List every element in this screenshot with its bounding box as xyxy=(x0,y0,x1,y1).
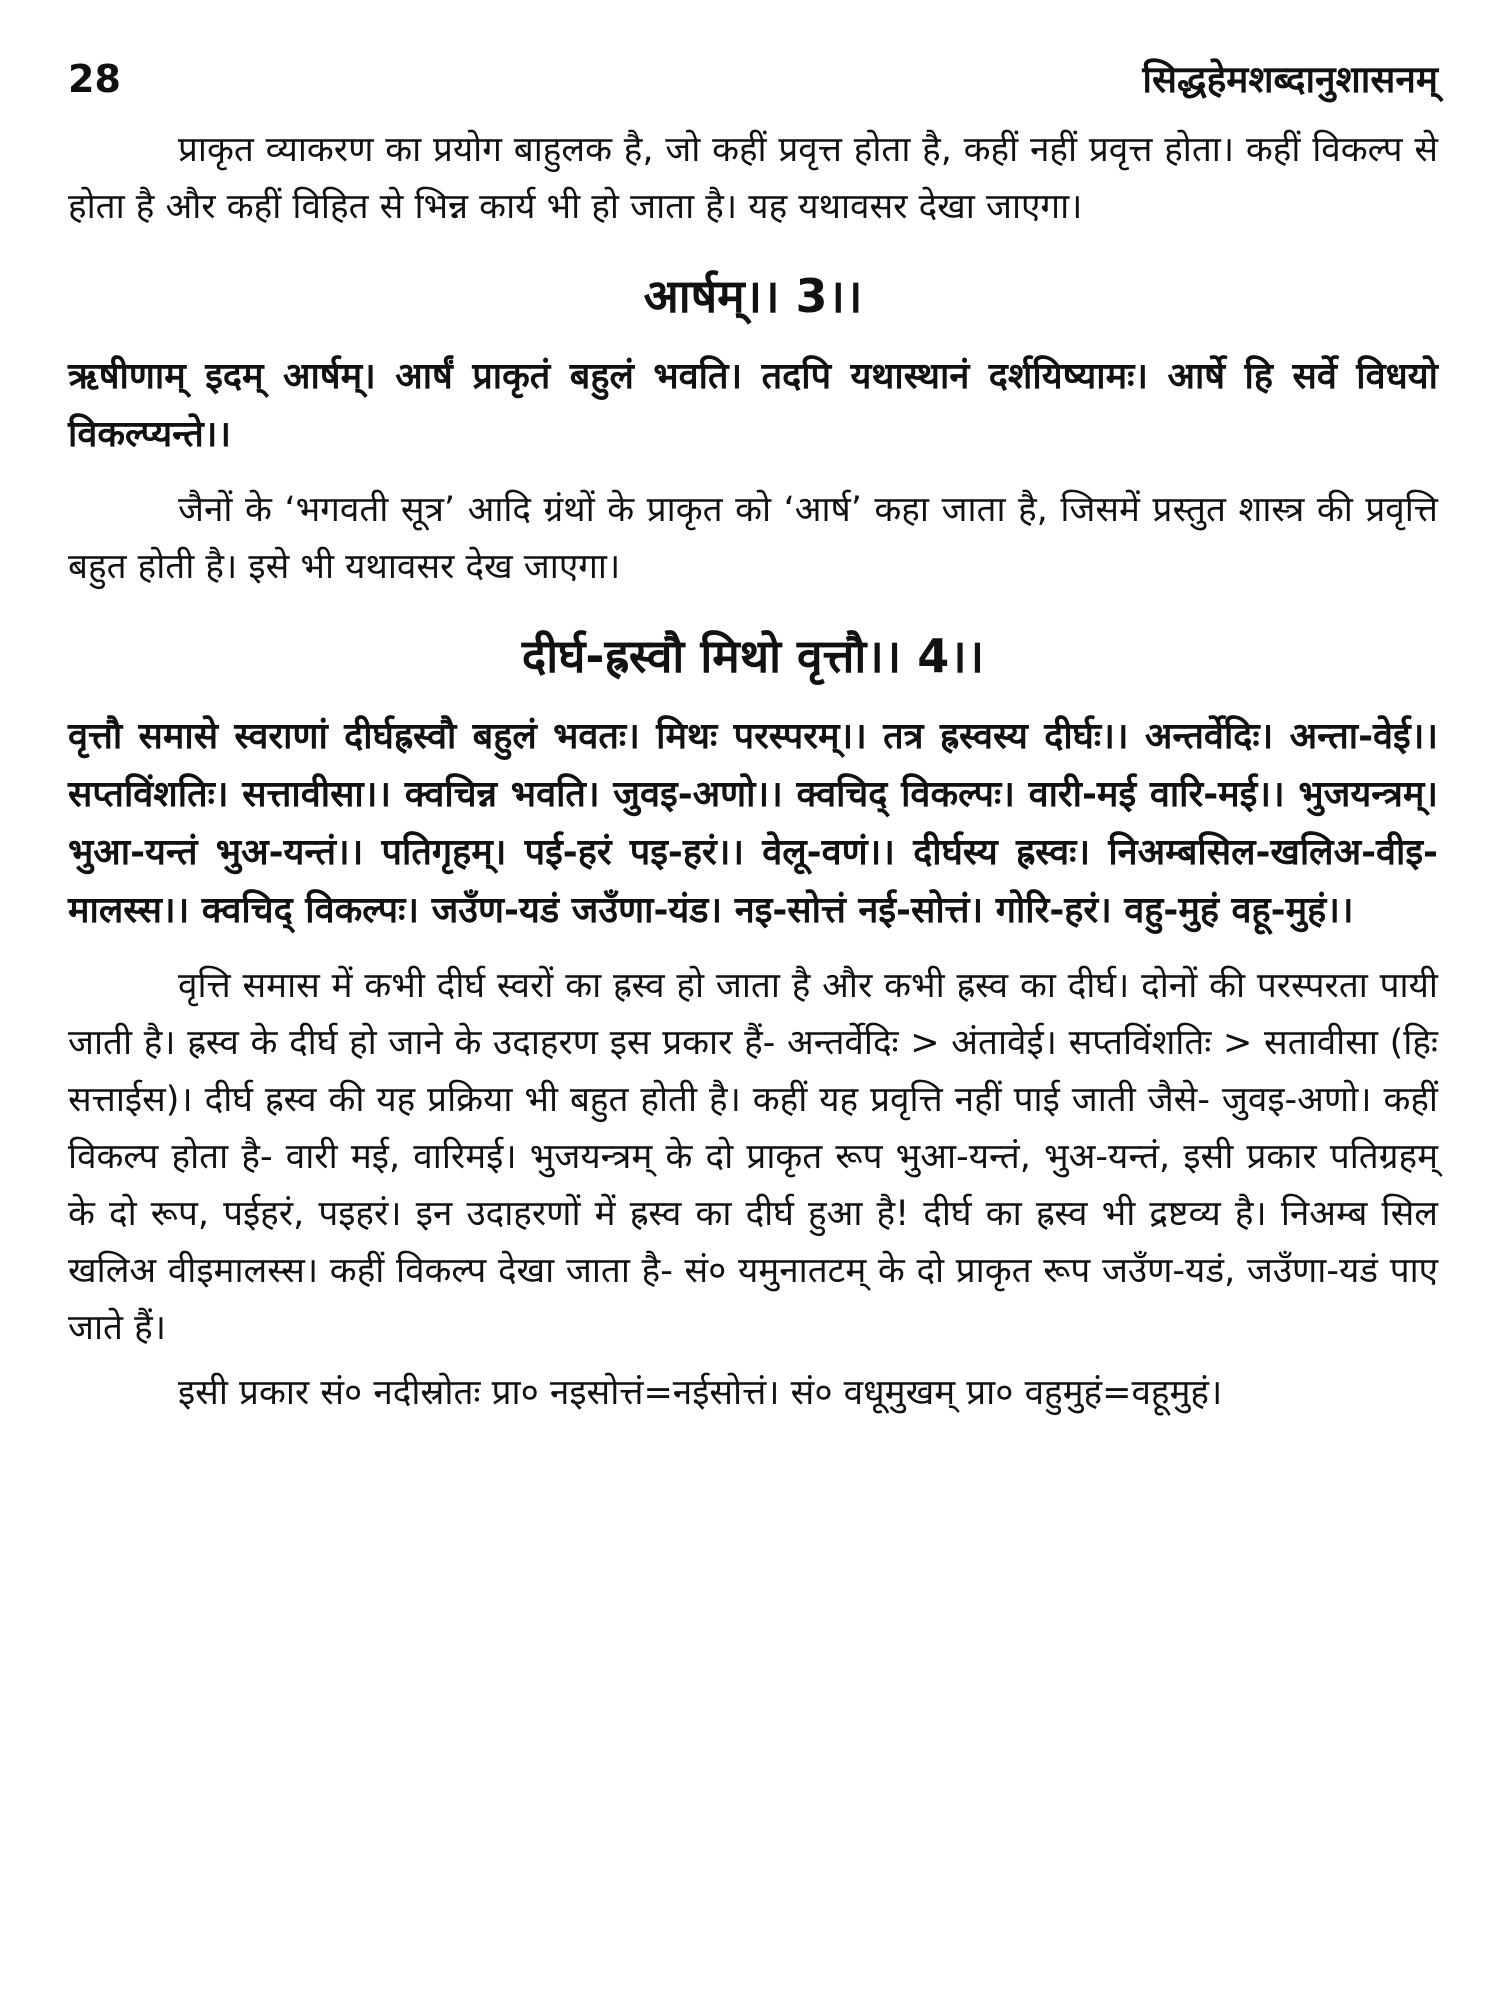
sutra-4-explanation: वृत्ति समास में कभी दीर्घ स्वरों का ह्रस्व हो जाता है और कभी ह्रस्व का दीर्घ। दोनों की परस्परता पायी जाती है। ह्रस्व के दीर्घ हो जाने के उदाहरण इस प्रकार हैं- अन्तर्वेदिः > अंतावेई। सप्तविंशतिः > सतावीसा (हिः सत्ताईस)। दीर्घ ह्रस्व की यह प्रक्रिया भी बहुत होती है। कहीं यह प्रवृत्ति नहीं पाई जाती जैसे- जुवइ-अणो। कहीं विकल्प होता है- वारी मई, वारिमई। भुजयन्त्रम् के दो प्राकृत रूप भुआ-यन्तं, भुअ-यन्तं, इसी प्रकार पतिग्रहम् के दो रूप, पईहरं, पइहरं। इन उदाहरणों में ह्रस्व का दीर्घ हुआ है! दीर्घ का ह्रस्व भी द्रष्टव्य है। निअम्ब सिल खलिअ वीइमालस्स। कहीं विकल्प देखा जाता है- सं० यमुनातटम् के दो प्राकृत रूप जउँण-यडं, जउँणा-यडं पाए जाते हैं। xyxy=(68,966,1438,1348)
sutra-3-heading: आर्षम्।। 3।। xyxy=(643,269,863,323)
paragraph-spacer xyxy=(68,1357,1438,1365)
closing-paragraph: इसी प्रकार सं० नदीस्रोतः प्रा० नइसोत्तं=नईसोत्तं। सं० वधूमुखम् प्रा० वहुमुहं=वहूमुहं। xyxy=(178,1373,1223,1413)
page-header xyxy=(68,52,1438,122)
sutra-4-text: वृत्तौ समासे स्वराणां दीर्घह्रस्वौ बहुलं भवतः। मिथः परस्परम्।। तत्र ह्रस्वस्य दीर्घः।। अन्तर्वेदिः। अन्ता-वेई।। सप्तविंशतिः। सत्तावीसा।। क्वचिन्न भवति। जुवइ-अणो।। क्वचिद् विकल्पः। वारी-मई वारि-मई।। भुजयन्त्रम्। भुआ-यन्तं भुअ-यन्तं।। पतिगृहम्। पई-हरं पइ-हरं।। वेलू-वणं।। दीर्घस्य ह्रस्वः। निअम्बसिल-खलिअ-वीइ-मालस्स।। क्वचिद् विकल्पः। जउँण-यडं जउँणा-यंड। नइ-सोत्तं नई-सोत्तं। गोरि-हरं। वहु-मुहं वहू-मुहं।। xyxy=(68,716,1438,931)
page-number: 28 xyxy=(68,57,121,101)
intro-paragraph: प्राकृत व्याकरण का प्रयोग बाहुलक है, जो कहीं प्रवृत्त होता है, कहीं नहीं प्रवृत्त होता। कहीं विकल्प से होता है और कहीं विहित से भिन्न कार्य भी हो जाता है। यह यथावसर देखा जाएगा। xyxy=(68,130,1438,227)
running-title: सिद्धहेमशब्दानुशासनम् xyxy=(1142,58,1438,101)
sutra-3-text: ऋषीणाम् इदम् आर्षम्। आर्षं प्राकृतं बहुलं भवति। तदपि यथास्थानं दर्शयिष्यामः। आर्षे हि सर्वे विधयो विकल्प्यन्ते।। xyxy=(68,356,1438,455)
sutra-3-explanation: जैनों के ‘भगवती सूत्र’ आदि ग्रंथों के प्राकृत को ‘आर्ष’ कहा जाता है, जिसमें प्रस्तुत शास्त्र की प्रवृत्ति बहुत होती है। इसे भी यथावसर देख जाएगा। xyxy=(68,490,1438,587)
sutra-4-heading: दीर्घ-ह्रस्वौ मिथो वृत्तौ।। 4।। xyxy=(521,629,985,683)
